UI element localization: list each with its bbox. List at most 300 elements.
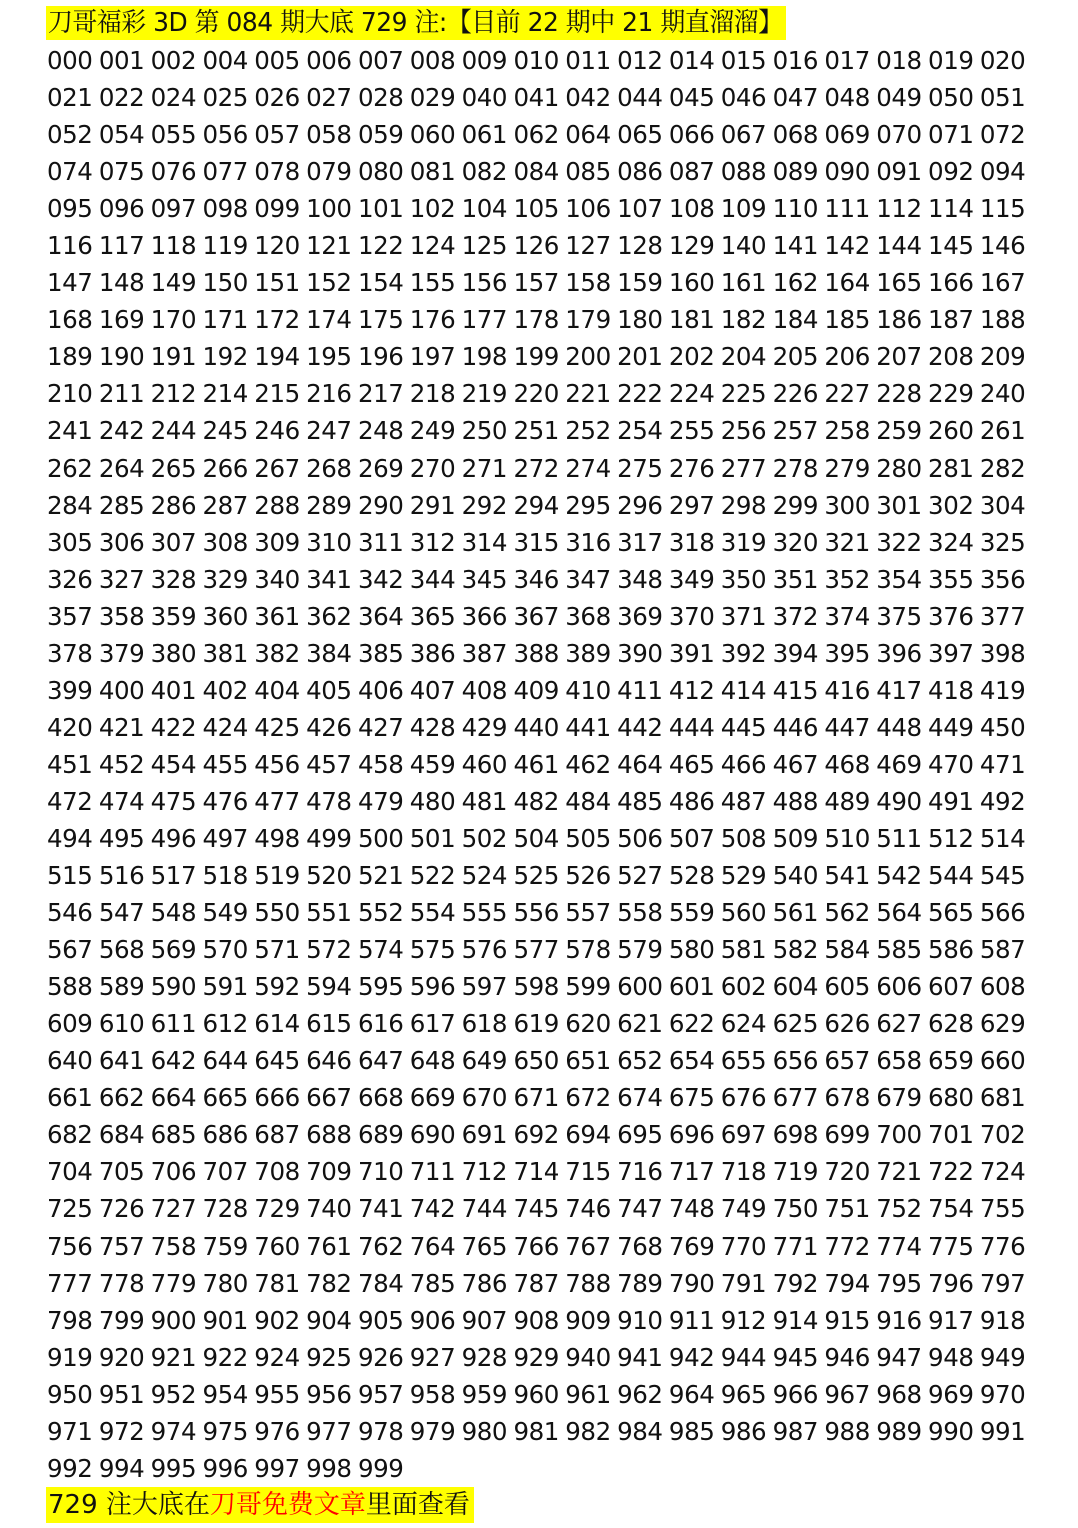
number-cell: 711	[409, 1157, 456, 1187]
number-cell: 942	[668, 1342, 715, 1372]
number-cell: 009	[461, 46, 508, 75]
number-cell: 497	[202, 823, 248, 853]
number-cell: 395	[824, 638, 870, 668]
number-cell: 040	[461, 83, 508, 113]
number-cell: 385	[357, 638, 404, 668]
number-cell: 400	[98, 675, 145, 705]
number-cell: 976	[254, 1416, 300, 1446]
number-cell: 224	[668, 379, 715, 409]
number-cell: 562	[824, 898, 870, 928]
number-cell: 687	[254, 1120, 300, 1150]
number-cell: 774	[876, 1231, 922, 1261]
number-cell: 215	[254, 379, 300, 409]
number-cell: 279	[824, 453, 870, 483]
number-cell: 560	[720, 898, 767, 928]
number-cell: 985	[668, 1416, 715, 1446]
number-cell: 712	[461, 1157, 508, 1187]
number-cell: 119	[202, 231, 248, 261]
number-cell: 742	[409, 1194, 456, 1224]
number-cell: 391	[668, 638, 715, 668]
number-cell: 102	[409, 194, 456, 224]
number-cell: 004	[202, 46, 248, 75]
number-cell: 362	[306, 601, 352, 631]
number-cell: 062	[513, 120, 559, 150]
number-cell: 357	[47, 601, 93, 631]
number-cell: 270	[409, 453, 456, 483]
number-cell: 365	[409, 601, 456, 631]
number-cell: 257	[772, 416, 819, 446]
number-cell: 427	[357, 712, 404, 742]
number-cell: 015	[720, 46, 767, 75]
number-row	[47, 190, 1032, 227]
number-cell: 579	[617, 935, 663, 965]
number-row	[47, 931, 1032, 968]
number-cell: 769	[668, 1231, 715, 1261]
number-row	[47, 42, 1032, 79]
number-cell: 982	[565, 1416, 611, 1446]
number-cell: 922	[202, 1342, 248, 1372]
number-cell: 148	[98, 268, 145, 298]
number-cell: 272	[513, 453, 559, 483]
number-cell: 354	[876, 564, 922, 594]
number-cell: 754	[928, 1194, 974, 1224]
number-cell: 386	[409, 638, 456, 668]
number-cell: 776	[979, 1231, 1026, 1261]
number-cell: 358	[98, 601, 145, 631]
number-cell: 210	[47, 379, 93, 409]
number-cell: 550	[254, 898, 300, 928]
number-cell: 691	[461, 1120, 508, 1150]
number-cell: 918	[979, 1305, 1026, 1335]
number-cell: 797	[979, 1268, 1026, 1298]
number-cell: 902	[254, 1305, 300, 1335]
number-cell: 490	[876, 786, 922, 816]
number-cell: 264	[98, 453, 145, 483]
number-cell: 567	[47, 935, 93, 965]
number-cell: 468	[824, 749, 870, 779]
number-cell: 488	[772, 786, 819, 816]
number-cell: 294	[513, 490, 559, 520]
number-row	[47, 598, 1032, 635]
number-cell: 512	[928, 823, 974, 853]
number-cell: 519	[254, 861, 300, 891]
number-cell: 501	[409, 823, 456, 853]
number-cell: 768	[617, 1231, 663, 1261]
number-cell: 151	[254, 268, 300, 298]
number-cell: 326	[47, 564, 93, 594]
number-cell: 675	[668, 1083, 715, 1113]
number-cell: 059	[357, 120, 404, 150]
number-cell: 789	[617, 1268, 663, 1298]
number-cell: 561	[772, 898, 819, 928]
number-cell: 900	[150, 1305, 197, 1335]
number-cell: 472	[47, 786, 93, 816]
number-cell: 100	[306, 194, 352, 224]
number-cell: 474	[98, 786, 145, 816]
number-cell: 191	[150, 342, 197, 372]
number-cell: 667	[306, 1083, 352, 1113]
number-cell: 966	[772, 1379, 819, 1409]
number-cell: 001	[98, 46, 145, 75]
number-cell: 765	[461, 1231, 508, 1261]
number-cell: 398	[979, 638, 1026, 668]
number-cell: 416	[824, 675, 870, 705]
number-row	[47, 561, 1032, 598]
number-cell: 674	[617, 1083, 663, 1113]
number-cell: 177	[461, 305, 508, 335]
number-cell: 285	[98, 490, 145, 520]
number-cell: 164	[824, 268, 870, 298]
number-cell: 999	[357, 1453, 404, 1483]
number-cell: 442	[617, 712, 663, 742]
number-cell: 741	[357, 1194, 404, 1224]
number-cell: 142	[824, 231, 870, 261]
number-cell: 705	[98, 1157, 145, 1187]
number-cell: 596	[409, 972, 456, 1002]
number-cell: 587	[979, 935, 1026, 965]
number-cell: 911	[668, 1305, 715, 1335]
number-cell: 740	[306, 1194, 352, 1224]
number-cell: 225	[720, 379, 767, 409]
number-cell: 651	[565, 1046, 611, 1076]
number-cell: 069	[824, 120, 870, 150]
number-cell: 720	[824, 1157, 870, 1187]
number-cell: 014	[668, 46, 715, 75]
number-cell: 956	[306, 1379, 352, 1409]
number-cell: 614	[254, 1009, 300, 1039]
number-row	[47, 412, 1032, 449]
number-cell: 558	[617, 898, 663, 928]
number-cell: 078	[254, 157, 300, 187]
number-cell: 118	[150, 231, 197, 261]
number-cell: 199	[513, 342, 559, 372]
number-cell: 194	[254, 342, 300, 372]
number-cell: 042	[565, 83, 611, 113]
number-cell: 455	[202, 749, 248, 779]
number-cell: 925	[306, 1342, 352, 1372]
number-cell: 161	[720, 268, 767, 298]
number-cell: 556	[513, 898, 559, 928]
number-cell: 424	[202, 712, 248, 742]
number-cell: 000	[47, 46, 93, 75]
number-cell: 084	[513, 157, 559, 187]
number-cell: 159	[617, 268, 663, 298]
number-cell: 406	[357, 675, 404, 705]
number-cell: 696	[668, 1120, 715, 1150]
number-cell: 054	[98, 120, 145, 150]
number-cell: 694	[565, 1120, 611, 1150]
number-row	[47, 746, 1032, 783]
number-cell: 504	[513, 823, 559, 853]
number-cell: 928	[461, 1342, 508, 1372]
number-cell: 070	[876, 120, 922, 150]
number-cell: 659	[928, 1046, 974, 1076]
number-cell: 172	[254, 305, 300, 335]
number-cell: 029	[409, 83, 456, 113]
number-cell: 719	[772, 1157, 819, 1187]
number-cell: 916	[876, 1305, 922, 1335]
number-cell: 122	[357, 231, 404, 261]
number-cell: 209	[979, 342, 1026, 372]
number-cell: 302	[928, 490, 974, 520]
number-cell: 049	[876, 83, 922, 113]
number-cell: 508	[720, 823, 767, 853]
number-cell: 987	[772, 1416, 819, 1446]
number-cell: 598	[513, 972, 559, 1002]
number-cell: 241	[47, 416, 93, 446]
number-cell: 960	[513, 1379, 559, 1409]
number-cell: 298	[720, 490, 767, 520]
number-cell: 751	[824, 1194, 870, 1224]
number-cell: 288	[254, 490, 300, 520]
number-cell: 265	[150, 453, 197, 483]
number-cell: 752	[876, 1194, 922, 1224]
number-cell: 612	[202, 1009, 248, 1039]
number-row	[47, 1265, 1032, 1302]
number-cell: 971	[47, 1416, 93, 1446]
number-cell: 229	[928, 379, 974, 409]
number-cell: 219	[461, 379, 508, 409]
number-cell: 665	[202, 1083, 248, 1113]
number-cell: 950	[47, 1379, 93, 1409]
number-cell: 992	[47, 1453, 93, 1483]
number-cell: 080	[357, 157, 404, 187]
footer-prefix: 729 注大底在	[48, 1490, 210, 1520]
number-cell: 978	[357, 1416, 404, 1446]
number-cell: 090	[824, 157, 870, 187]
number-cell: 074	[47, 157, 93, 187]
number-cell: 350	[720, 564, 767, 594]
number-cell: 214	[202, 379, 248, 409]
number-cell: 799	[98, 1305, 145, 1335]
number-cell: 529	[720, 861, 767, 891]
number-cell: 565	[928, 898, 974, 928]
number-cell: 324	[928, 527, 974, 557]
number-cell: 589	[98, 972, 145, 1002]
number-cell: 401	[150, 675, 197, 705]
footer-link-text: 刀哥免费文章	[209, 1490, 366, 1520]
number-cell: 162	[772, 268, 819, 298]
number-cell: 749	[720, 1194, 767, 1224]
number-cell: 628	[928, 1009, 974, 1039]
number-cell: 457	[306, 749, 352, 779]
number-cell: 669	[409, 1083, 456, 1113]
number-cell: 282	[979, 453, 1026, 483]
number-cell: 495	[98, 823, 145, 853]
number-cell: 511	[876, 823, 922, 853]
number-cell: 276	[668, 453, 715, 483]
number-cell: 524	[461, 861, 508, 891]
number-cell: 258	[824, 416, 870, 446]
number-cell: 721	[876, 1157, 922, 1187]
number-cell: 187	[928, 305, 974, 335]
number-cell: 109	[720, 194, 767, 224]
number-cell: 316	[565, 527, 611, 557]
number-cell: 557	[565, 898, 611, 928]
number-cell: 465	[668, 749, 715, 779]
number-cell: 798	[47, 1305, 93, 1335]
number-cell: 016	[772, 46, 819, 75]
number-cell: 355	[928, 564, 974, 594]
number-cell: 989	[876, 1416, 922, 1446]
number-cell: 692	[513, 1120, 559, 1150]
number-cell: 409	[513, 675, 559, 705]
number-cell: 758	[150, 1231, 197, 1261]
number-cell: 315	[513, 527, 559, 557]
number-cell: 361	[254, 601, 300, 631]
number-cell: 621	[617, 1009, 663, 1039]
number-cell: 948	[928, 1342, 974, 1372]
number-cell: 077	[202, 157, 248, 187]
number-cell: 479	[357, 786, 404, 816]
number-cell: 970	[979, 1379, 1026, 1409]
number-row	[47, 1190, 1032, 1227]
number-cell: 189	[47, 342, 93, 372]
number-cell: 028	[357, 83, 404, 113]
number-cell: 794	[824, 1268, 870, 1298]
number-cell: 599	[565, 972, 611, 1002]
number-cell: 184	[772, 305, 819, 335]
number-cell: 469	[876, 749, 922, 779]
number-cell: 055	[150, 120, 197, 150]
number-cell: 419	[979, 675, 1026, 705]
number-cell: 919	[47, 1342, 93, 1372]
number-cell: 394	[772, 638, 819, 668]
number-cell: 729	[254, 1194, 300, 1224]
number-cell: 566	[979, 898, 1026, 928]
number-cell: 514	[979, 823, 1026, 853]
number-cell: 645	[254, 1046, 300, 1076]
number-cell: 760	[254, 1231, 300, 1261]
number-cell: 698	[772, 1120, 819, 1150]
number-cell: 168	[47, 305, 93, 335]
number-cell: 494	[47, 823, 93, 853]
number-cell: 022	[98, 83, 145, 113]
number-row	[47, 487, 1032, 524]
number-cell: 426	[306, 712, 352, 742]
number-cell: 718	[720, 1157, 767, 1187]
number-cell: 281	[928, 453, 974, 483]
number-cell: 008	[409, 46, 456, 75]
number-cell: 211	[98, 379, 145, 409]
number-cell: 926	[357, 1342, 404, 1372]
number-cell: 046	[720, 83, 767, 113]
number-cell: 516	[98, 861, 145, 891]
number-cell: 757	[98, 1231, 145, 1261]
number-cell: 182	[720, 305, 767, 335]
number-cell: 346	[513, 564, 559, 594]
number-cell: 787	[513, 1268, 559, 1298]
number-cell: 167	[979, 268, 1026, 298]
number-cell: 169	[98, 305, 145, 335]
number-cell: 482	[513, 786, 559, 816]
number-cell: 717	[668, 1157, 715, 1187]
number-cell: 684	[98, 1120, 145, 1150]
number-cell: 222	[617, 379, 663, 409]
number-cell: 114	[928, 194, 974, 224]
number-cell: 642	[150, 1046, 197, 1076]
number-cell: 997	[254, 1453, 300, 1483]
number-cell: 541	[824, 861, 870, 891]
number-cell: 150	[202, 268, 248, 298]
number-cell: 910	[617, 1305, 663, 1335]
number-cell: 310	[306, 527, 352, 557]
number-cell: 697	[720, 1120, 767, 1150]
number-cell: 446	[772, 712, 819, 742]
number-cell: 342	[357, 564, 404, 594]
number-cell: 655	[720, 1046, 767, 1076]
number-cell: 081	[409, 157, 456, 187]
number-cell: 329	[202, 564, 248, 594]
number-cell: 378	[47, 638, 93, 668]
number-cell: 499	[306, 823, 352, 853]
number-cell: 668	[357, 1083, 404, 1113]
number-cell: 314	[461, 527, 508, 557]
number-row	[47, 79, 1032, 116]
number-cell: 974	[150, 1416, 197, 1446]
number-cell: 624	[720, 1009, 767, 1039]
number-cell: 945	[772, 1342, 819, 1372]
number-cell: 714	[513, 1157, 559, 1187]
number-cell: 526	[565, 861, 611, 891]
number-cell: 200	[565, 342, 611, 372]
number-cell: 126	[513, 231, 559, 261]
number-cell: 466	[720, 749, 767, 779]
number-cell: 207	[876, 342, 922, 372]
number-cell: 701	[928, 1120, 974, 1150]
number-cell: 520	[306, 861, 352, 891]
number-cell: 266	[202, 453, 248, 483]
number-cell: 569	[150, 935, 197, 965]
number-cell: 105	[513, 194, 559, 224]
number-cell: 777	[47, 1268, 93, 1298]
number-cell: 428	[409, 712, 456, 742]
number-cell: 704	[47, 1157, 93, 1187]
number-cell: 124	[409, 231, 456, 261]
number-cell: 089	[772, 157, 819, 187]
number-cell: 171	[202, 305, 248, 335]
number-row	[47, 1153, 1032, 1190]
number-row	[47, 1413, 1032, 1450]
number-cell: 454	[150, 749, 197, 779]
number-cell: 286	[150, 490, 197, 520]
number-cell: 452	[98, 749, 145, 779]
number-cell: 977	[306, 1416, 352, 1446]
number-cell: 112	[876, 194, 922, 224]
number-cell: 178	[513, 305, 559, 335]
number-cell: 371	[720, 601, 767, 631]
number-cell: 756	[47, 1231, 93, 1261]
number-cell: 679	[876, 1083, 922, 1113]
number-cell: 347	[565, 564, 611, 594]
number-cell: 328	[150, 564, 197, 594]
number-cell: 221	[565, 379, 611, 409]
number-cell: 108	[668, 194, 715, 224]
number-cell: 299	[772, 490, 819, 520]
number-cell: 781	[254, 1268, 300, 1298]
number-cell: 750	[772, 1194, 819, 1224]
number-cell: 965	[720, 1379, 767, 1409]
number-cell: 791	[720, 1268, 767, 1298]
number-cell: 772	[824, 1231, 870, 1261]
number-cell: 471	[979, 749, 1026, 779]
number-cell: 502	[461, 823, 508, 853]
number-cell: 664	[150, 1083, 197, 1113]
number-cell: 788	[565, 1268, 611, 1298]
number-cell: 176	[409, 305, 456, 335]
number-cell: 129	[668, 231, 715, 261]
number-cell: 441	[565, 712, 611, 742]
